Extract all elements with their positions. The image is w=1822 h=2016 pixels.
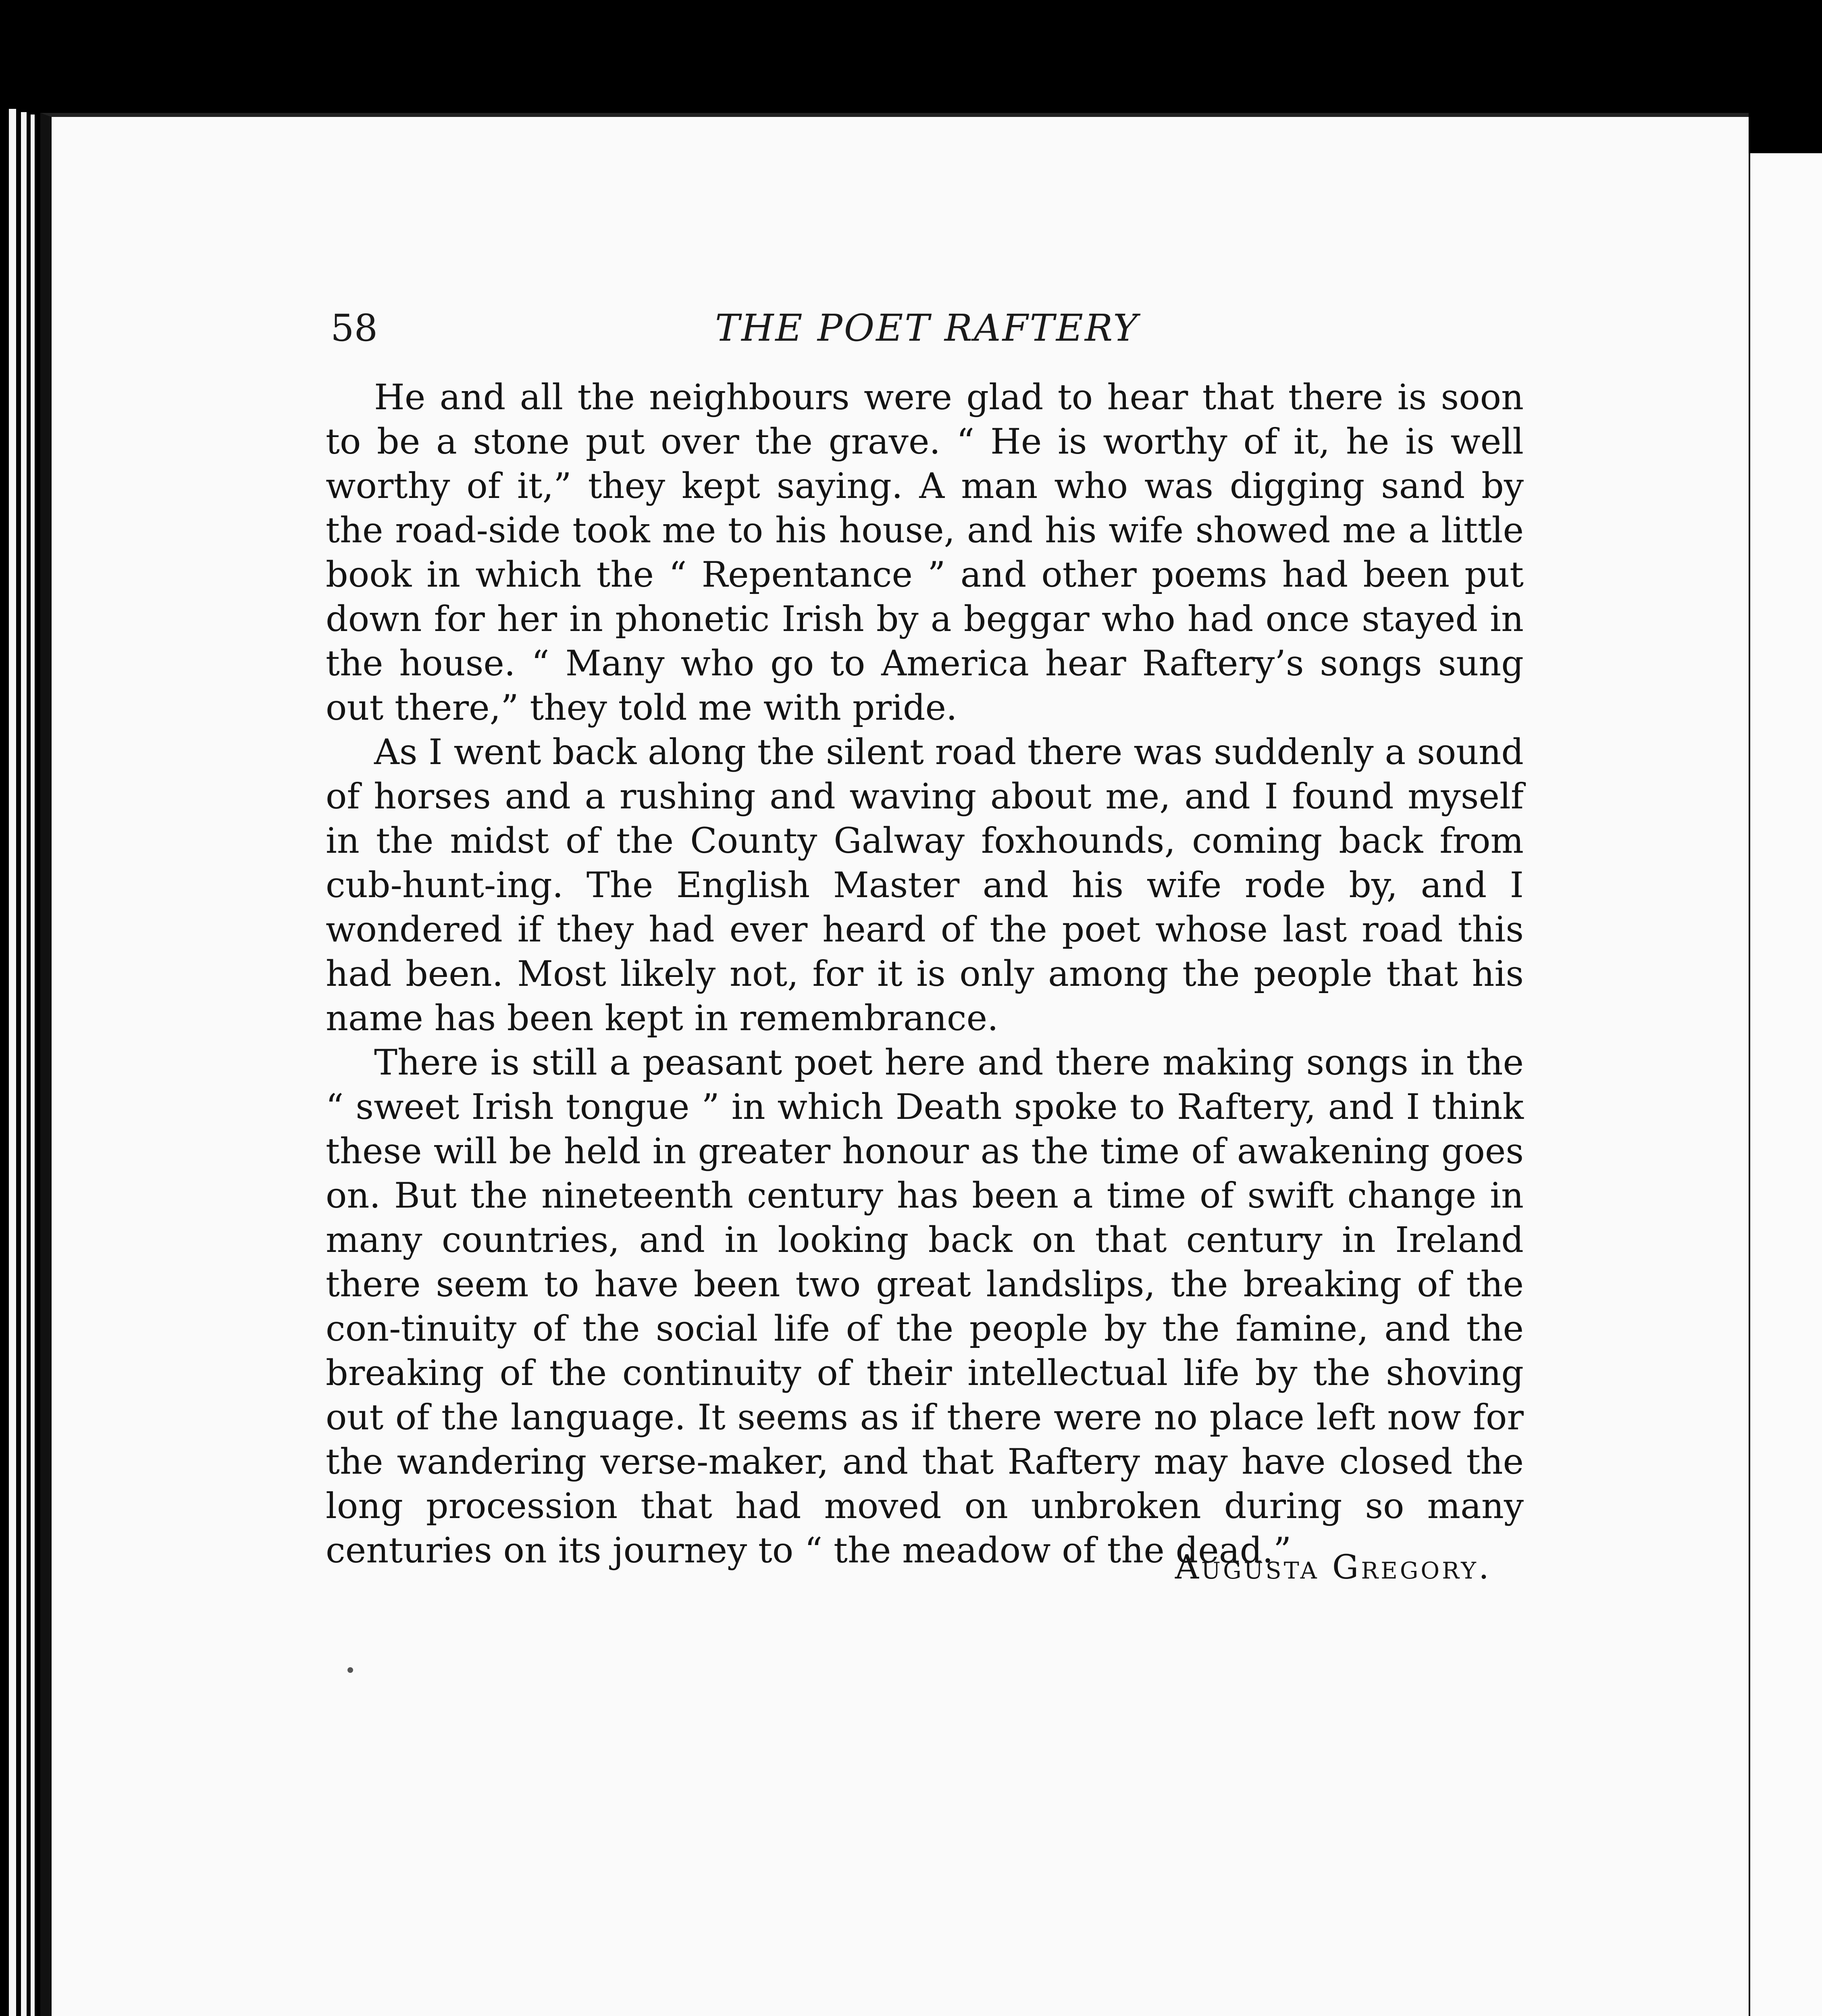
author-signature: Augusta Gregory. — [1175, 1548, 1491, 1587]
paragraph: He and all the neighbours were glad to hear that there is soon to be a stone put over the grave. “ He is worthy of it, he is well worthy of it,” they kept saying. A man who was digging sand by the road-side took me to his house, and his wife showed me a little book in which the “ Repentance ” and other poems had been put down for her in phonetic Irish by a beggar who had once stayed in the house. “ Many who go to America hear Raftery’s songs sung out there,” they told me with pride. — [326, 377, 1524, 728]
body-text — [326, 375, 1524, 1572]
page-edge — [9, 109, 16, 2016]
paragraph: There is still a peasant poet here and there making songs in the “ sweet Irish tongue ” in which Death spoke to Raftery, and I think these will be held in greater honour as the time of awakening goes on. But the nineteenth century has been a time of swift change in many countries, and in looking back on that century in Ireland there seem to have been two great landslips, the breaking of the con-tinuity of the social life of the people by the famine, and the breaking of the continuity of their intellectual life by the shoving out of the language. It seems as if there were no place left now for the wandering verse-maker, and that Raftery may have closed the long procession that had moved on unbroken during so many centuries on its journey to “ the meadow of the dead.” — [326, 1042, 1524, 1571]
ink-speck — [347, 1667, 353, 1673]
page-number: 58 — [331, 306, 378, 350]
page-edge — [21, 112, 27, 2016]
paragraph: As I went back along the silent road there was suddenly a sound of horses and a rushing and waving about me, and I found myself in the midst of the County Galway foxhounds, coming back from cub-hunt-ing. The English Master and his wife rode by, and I wondered if they had ever heard of the poet whose last road this had been. Most likely not, for it is only among the people that his name has been kept in remembrance. — [326, 731, 1524, 1039]
page-header — [331, 306, 1524, 363]
facing-page-edge — [1745, 153, 1822, 2016]
page-edge — [31, 115, 35, 2016]
running-title: THE POET RAFTERY — [715, 306, 1140, 350]
